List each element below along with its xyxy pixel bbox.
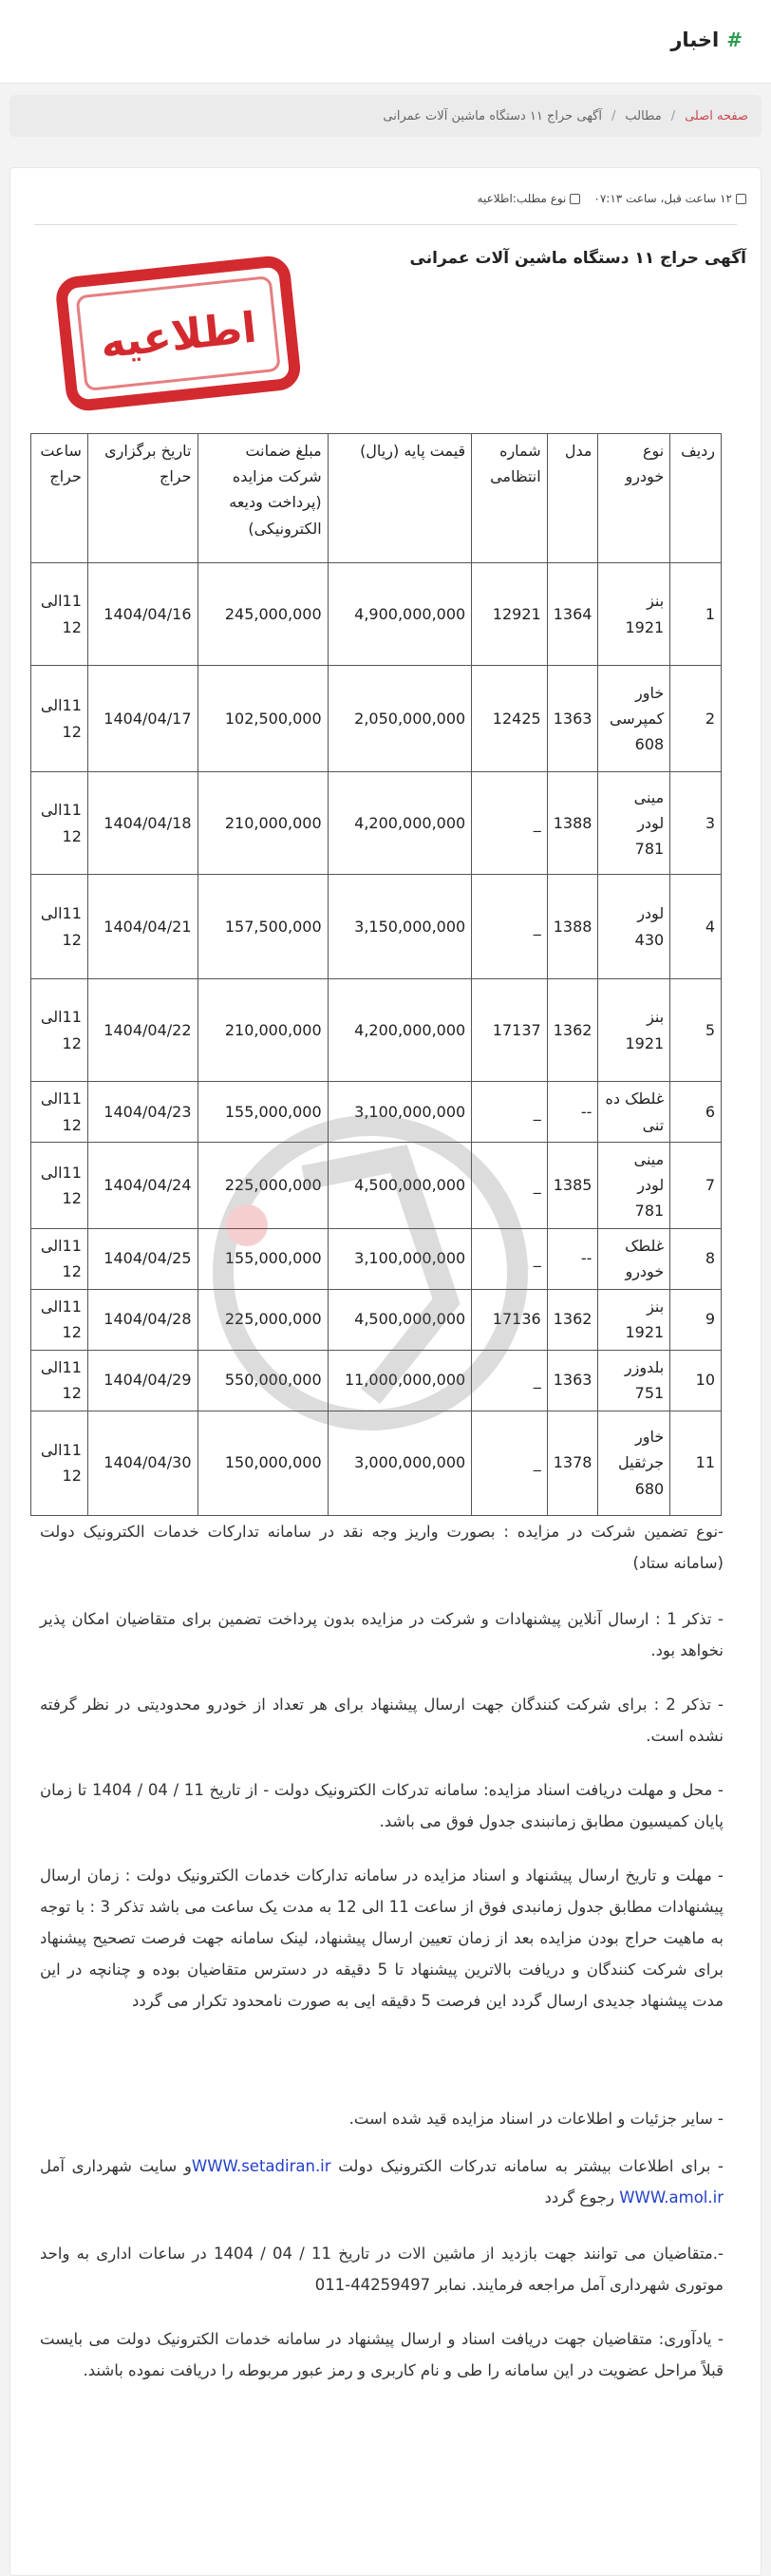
calendar-icon — [736, 194, 746, 204]
cell-model: 1362 — [547, 1289, 598, 1350]
table-header-row — [31, 434, 722, 563]
cell-row-no: 11 — [670, 1411, 722, 1515]
cell-base-price: 2,050,000,000 — [328, 666, 472, 772]
col-header-guarantee: مبلغ ضمانت شرکت مزایده (پرداخت ودیعه الکترونیکی) — [197, 434, 328, 563]
cell-vehicle-type: خاور جرثقیل 680 — [598, 1411, 670, 1515]
cell-row-no: 4 — [670, 875, 722, 979]
cell-plate: 17136 — [472, 1289, 548, 1350]
paragraph-note-2: - تذکر 2 : برای شرکت کنندگان جهت ارسال پیشنهاد برای هر تعداد از خودرو محدودیتی در نظر گرفته نشده است. — [40, 1695, 724, 1745]
cell-base-price: 4,500,000,000 — [328, 1143, 472, 1229]
table-row — [31, 875, 722, 979]
cell-plate: _ — [472, 1228, 548, 1289]
cell-plate: _ — [472, 1350, 548, 1411]
col-header-date: تاریخ برگزاری حراج — [87, 434, 197, 563]
cell-auction-hour: 11الی 12 — [31, 1350, 88, 1411]
cell-base-price: 11,000,000,000 — [328, 1350, 472, 1411]
cell-guarantee: 155,000,000 — [197, 1082, 328, 1143]
cell-row-no: 8 — [670, 1228, 722, 1289]
cell-plate: 17137 — [472, 979, 548, 1082]
paragraph-guarantee-type: -نوع تضمین شرکت در مزایده : بصورت واریز وجه نقد در سامانه تدارکات خدمات الکترونیک دولت (سامانه ستاد) — [40, 1523, 724, 1572]
cell-guarantee: 210,000,000 — [197, 979, 328, 1082]
cell-guarantee: 157,500,000 — [197, 875, 328, 979]
col-header-row-no: ردیف — [670, 434, 722, 563]
paragraph-more-info: - برای اطلاعات بیشتر به سامانه تدرکات الکترونیک دولت WWW.setadiran.irو سایت شهرداری آمل WWW.amol.ir رجوع گردد — [40, 2157, 724, 2207]
cell-vehicle-type: مینی لودر 781 — [598, 772, 670, 875]
breadcrumb — [9, 95, 762, 137]
cell-plate: _ — [472, 1143, 548, 1229]
post-title: آگهی حراج ۱۱ دستگاه ماشین آلات عمرانی — [409, 249, 746, 268]
table-row — [31, 1350, 722, 1411]
cell-auction-date: 1404/04/17 — [87, 666, 197, 772]
paragraph-inspection-visit: -.متقاضیان می توانند جهت بازدید از ماشین الات در تاریخ 11 / 04 / 1404 در ساعات اداری به واحد موتوری شهرداری آمل مراجعه فرمایند. نمابر 44259497-011 — [40, 2245, 724, 2294]
cell-auction-hour: 11الی 12 — [31, 563, 88, 666]
cell-model: 1363 — [547, 1350, 598, 1411]
cell-vehicle-type: بنز 1921 — [598, 979, 670, 1082]
cell-guarantee: 210,000,000 — [197, 772, 328, 875]
cell-vehicle-type: مینی لودر 781 — [598, 1143, 670, 1229]
cell-plate: _ — [472, 875, 548, 979]
cell-base-price: 3,100,000,000 — [328, 1228, 472, 1289]
cell-auction-hour: 11الی 12 — [31, 1228, 88, 1289]
paragraph-submission-schedule: - مهلت و تاریخ ارسال پیشنهاد و اسناد مزایده در سامانه تدارکات خدمات الکترونیک دولت : زمان ارسال پیشنهادات مطابق جدول زمانبدی فوق از ساعت 11 الی 12 به مدت یک ساعت می باشد تذکر 3 : با توجه به ماهیت حراج بودن مزایده بعد از زمان تعیین ارسال پیشنهاد، لینک سامانه جهت فرصت تصحیح پیشنهاد برای شرکت کنندگان و دریافت بالاترین پیشنهاد تا 5 دقیقه در دسترس متقاضیان بوده و چنانچه در این مدت پیشنهاد جدیدی ارسال گردد این فرصت 5 دقیقه ایی به صورت نامحدود تکرار می گردد — [40, 1866, 724, 2010]
amol-site-link[interactable]: WWW.amol.ir — [619, 2188, 724, 2207]
col-header-base-price: قیمت پایه (ریال) — [328, 434, 472, 563]
cell-guarantee: 550,000,000 — [197, 1350, 328, 1411]
table-row — [31, 1082, 722, 1143]
cell-auction-date: 1404/04/18 — [87, 772, 197, 875]
breadcrumb-separator: / — [670, 108, 676, 123]
cell-row-no: 9 — [670, 1289, 722, 1350]
post-type: نوع مطلب:اطلاعیه — [478, 192, 581, 205]
auction-table — [30, 433, 722, 1516]
cell-model: 1388 — [547, 772, 598, 875]
cell-auction-hour: 11الی 12 — [31, 1289, 88, 1350]
cell-auction-date: 1404/04/24 — [87, 1143, 197, 1229]
cell-guarantee: 102,500,000 — [197, 666, 328, 772]
table-row — [31, 1289, 722, 1350]
cell-auction-date: 1404/04/16 — [87, 563, 197, 666]
hash-icon: # — [726, 28, 743, 51]
cell-model: 1385 — [547, 1143, 598, 1229]
cell-vehicle-type: غلطک خودرو — [598, 1228, 670, 1289]
cell-base-price: 4,200,000,000 — [328, 979, 472, 1082]
cell-vehicle-type: خاور کمپرسی 608 — [598, 666, 670, 772]
cell-vehicle-type: بلدوزر 751 — [598, 1350, 670, 1411]
cell-plate: _ — [472, 1411, 548, 1515]
cell-vehicle-type: بنز 1921 — [598, 563, 670, 666]
cell-guarantee: 225,000,000 — [197, 1289, 328, 1350]
table-row — [31, 1411, 722, 1515]
col-header-hour: ساعت حراج — [31, 434, 88, 563]
breadcrumb-section[interactable]: مطالب — [625, 108, 662, 123]
cell-vehicle-type: لودر 430 — [598, 875, 670, 979]
cell-row-no: 5 — [670, 979, 722, 1082]
breadcrumb-separator: / — [611, 108, 616, 123]
cell-auction-date: 1404/04/29 — [87, 1350, 197, 1411]
cell-auction-date: 1404/04/23 — [87, 1082, 197, 1143]
notice-stamp-image — [34, 243, 323, 429]
paragraph-note-1: - تذکر 1 : ارسال آنلاین پیشنهادات و شرکت در مزایده بدون پرداخت تضمین برای متقاضیان امکان پذیر نخواهد بود. — [40, 1610, 724, 1659]
table-row — [31, 772, 722, 875]
cell-row-no: 2 — [670, 666, 722, 772]
stamp-text: اطلاعیه — [98, 303, 259, 369]
cell-row-no: 3 — [670, 772, 722, 875]
paragraph-reminder: - یادآوری: متقاضیان جهت دریافت اسناد و ارسال پیشنهاد در سامانه خدمات الکترونیک دولت می بایست قبلاً مراحل عضویت در این سامانه را طی و نام کاربری و رمز عبور مربوطه را دریافت نموده باشند. — [40, 2330, 724, 2379]
cell-model: 1363 — [547, 666, 598, 772]
cell-auction-date: 1404/04/22 — [87, 979, 197, 1082]
cell-model: -- — [547, 1082, 598, 1143]
cell-base-price: 3,100,000,000 — [328, 1082, 472, 1143]
cell-auction-hour: 11الی 12 — [31, 1082, 88, 1143]
table-row — [31, 1143, 722, 1229]
section-title-text: اخبار — [670, 28, 720, 51]
cell-guarantee: 225,000,000 — [197, 1143, 328, 1229]
cell-base-price: 3,150,000,000 — [328, 875, 472, 979]
cell-model: 1362 — [547, 979, 598, 1082]
cell-row-no: 6 — [670, 1082, 722, 1143]
cell-guarantee: 150,000,000 — [197, 1411, 328, 1515]
table-row — [31, 666, 722, 772]
paragraph-other-details: - سایر جزئیات و اطلاعات در اسناد مزایده قید شده است. — [348, 2110, 724, 2128]
cell-model: -- — [547, 1228, 598, 1289]
cell-auction-hour: 11الی 12 — [31, 875, 88, 979]
table-row — [31, 979, 722, 1082]
cell-plate: _ — [472, 1082, 548, 1143]
cell-plate: _ — [472, 772, 548, 875]
cell-plate: 12921 — [472, 563, 548, 666]
cell-model: 1378 — [547, 1411, 598, 1515]
cell-model: 1388 — [547, 875, 598, 979]
cell-plate: 12425 — [472, 666, 548, 772]
cell-auction-hour: 11الی 12 — [31, 666, 88, 772]
cell-guarantee: 155,000,000 — [197, 1228, 328, 1289]
setadiran-link[interactable]: WWW.setadiran.ir — [191, 2157, 331, 2175]
col-header-model: مدل — [547, 434, 598, 563]
cell-auction-hour: 11الی 12 — [31, 1143, 88, 1229]
col-header-vehicle-type: نوع خودرو — [598, 434, 670, 563]
cell-row-no: 10 — [670, 1350, 722, 1411]
col-header-plate: شماره انتظامی — [472, 434, 548, 563]
section-title — [670, 28, 743, 51]
category-icon — [570, 194, 580, 204]
meta-divider — [34, 224, 737, 225]
cell-auction-date: 1404/04/30 — [87, 1411, 197, 1515]
cell-base-price: 4,900,000,000 — [328, 563, 472, 666]
table-row — [31, 1228, 722, 1289]
cell-auction-hour: 11الی 12 — [31, 1411, 88, 1515]
breadcrumb-current: آگهی حراج ۱۱ دستگاه ماشین آلات عمرانی — [383, 108, 602, 123]
cell-row-no: 1 — [670, 563, 722, 666]
cell-auction-date: 1404/04/21 — [87, 875, 197, 979]
top-header — [0, 0, 771, 84]
cell-base-price: 3,000,000,000 — [328, 1411, 472, 1515]
cell-base-price: 4,500,000,000 — [328, 1289, 472, 1350]
cell-auction-date: 1404/04/25 — [87, 1228, 197, 1289]
cell-auction-hour: 11الی 12 — [31, 772, 88, 875]
cell-auction-date: 1404/04/28 — [87, 1289, 197, 1350]
cell-auction-hour: 11الی 12 — [31, 979, 88, 1082]
cell-base-price: 4,200,000,000 — [328, 772, 472, 875]
cell-row-no: 7 — [670, 1143, 722, 1229]
post-meta — [478, 192, 746, 205]
post-time: ۱۲ ساعت قبل، ساعت ۰۷:۱۳ — [593, 192, 746, 205]
cell-vehicle-type: غلطک ده تنی — [598, 1082, 670, 1143]
cell-model: 1364 — [547, 563, 598, 666]
breadcrumb-home[interactable]: صفحه اصلی — [685, 108, 748, 123]
paragraph-documents-deadline: - محل و مهلت دریافت اسناد مزایده: سامانه تدرکات الکترونیک دولت - از تاریخ 11 / 04 / 1404 تا زمان پایان کمیسیون مطابق زمانبندی جدول فوق می باشد. — [40, 1781, 724, 1830]
table-row — [31, 563, 722, 666]
cell-guarantee: 245,000,000 — [197, 563, 328, 666]
cell-vehicle-type: بنز 1921 — [598, 1289, 670, 1350]
